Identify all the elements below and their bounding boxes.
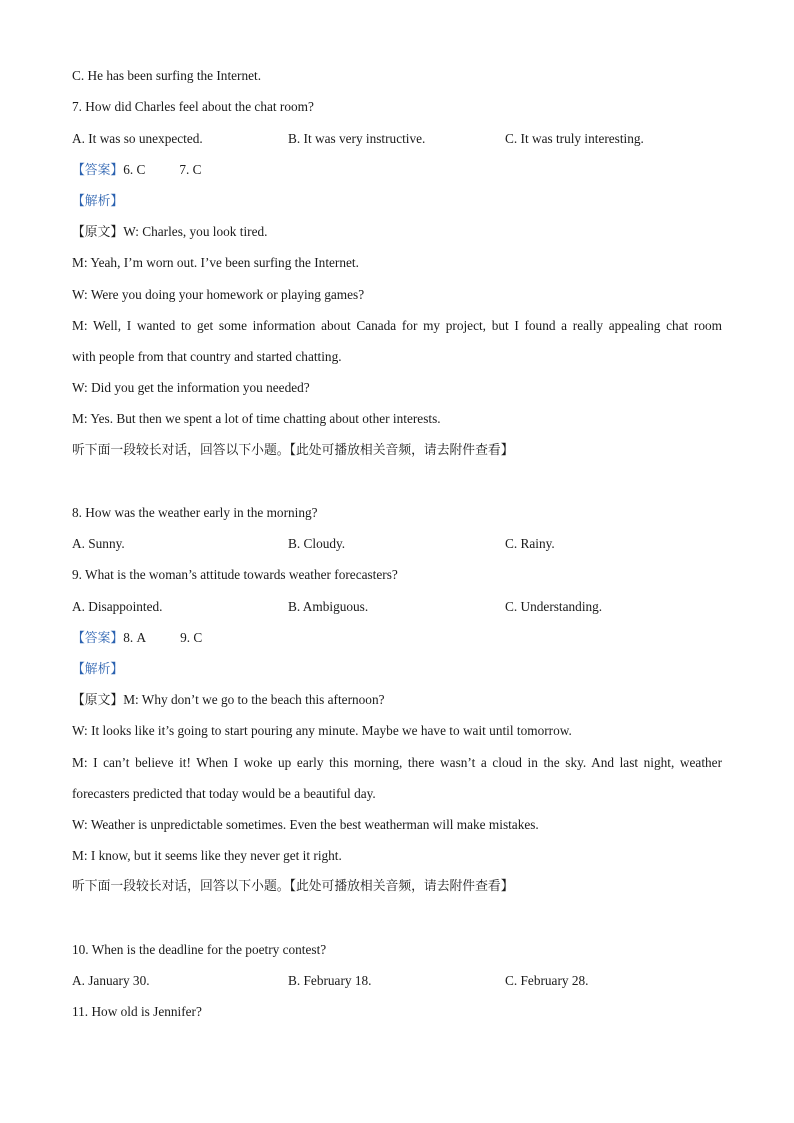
analysis-line-1 <box>72 192 722 211</box>
transcript-2-line-4: W: Weather is unpredictable sometimes. Even the best weatherman will make mistakes. <box>72 817 539 832</box>
transcript-1-first <box>72 223 722 242</box>
q8-question: 8. How was the weather early in the morning? <box>72 505 318 520</box>
q8-option-a: A. Sunny. <box>72 536 125 551</box>
q7-option-c: C. It was truly interesting. <box>505 131 644 146</box>
transcript-tag: 【原文】 <box>72 225 124 240</box>
q6-option-c: C. He has been surfing the Internet. <box>72 68 262 83</box>
transcript-tag: 【原文】 <box>72 693 124 708</box>
audio-instruction-2: 听下面一段较长对话，回答以下小题。【此处可播放相关音频，请去附件查看】 <box>72 879 514 894</box>
analysis-tag: 【解析】 <box>72 662 124 677</box>
q10-question: 10. When is the deadline for the poetry contest? <box>72 942 327 957</box>
transcript-2-line-0: M: Why don’t we go to the beach this afternoon? <box>123 692 385 707</box>
q7-question: 7. How did Charles feel about the chat room? <box>72 99 314 114</box>
q9-question: 9. What is the woman’s attitude towards weather forecasters? <box>72 567 398 582</box>
transcript-2-line-5: M: I know, but it seems like they never get it right. <box>72 848 342 863</box>
q10-option-a: A. January 30. <box>72 973 150 988</box>
answer-tag: 【答案】 <box>72 631 124 646</box>
answer-line-1 <box>72 161 722 180</box>
transcript-1-line-0: W: Charles, you look tired. <box>123 224 268 239</box>
q10-option-b: B. February 18. <box>288 973 372 988</box>
transcript-1-line-4: with people from that country and started chatting. <box>72 349 342 364</box>
q11-question: 11. How old is Jennifer? <box>72 1004 202 1019</box>
transcript-1-line-1: M: Yeah, I’m worn out. I’ve been surfing the Internet. <box>72 255 359 270</box>
answer-9: 9. C <box>180 630 203 645</box>
transcript-2-line-3: forecasters predicted that today would be a beautiful day. <box>72 786 376 801</box>
answer-line-2 <box>72 629 722 648</box>
transcript-2-line-1: W: It looks like it’s going to start pouring any minute. Maybe we have to wait until tomorrow. <box>72 723 572 738</box>
q9-option-c: C. Understanding. <box>505 599 603 614</box>
q7-option-b: B. It was very instructive. <box>288 131 426 146</box>
analysis-line-2 <box>72 660 722 679</box>
q7-option-a: A. It was so unexpected. <box>72 131 203 146</box>
transcript-1-line-5: W: Did you get the information you needed? <box>72 380 310 395</box>
transcript-1-line-6: M: Yes. But then we spent a lot of time chatting about other interests. <box>72 411 441 426</box>
transcript-1-line-2: W: Were you doing your homework or playing games? <box>72 287 365 302</box>
q9-option-b: B. Ambiguous. <box>288 599 369 614</box>
analysis-tag: 【解析】 <box>72 194 124 209</box>
q8-option-b: B. Cloudy. <box>288 536 346 551</box>
answer-7: 7. C <box>179 162 202 177</box>
answer-tag: 【答案】 <box>72 163 124 178</box>
audio-instruction-1: 听下面一段较长对话，回答以下小题。【此处可播放相关音频，请去附件查看】 <box>72 443 514 458</box>
transcript-1-line-3: M: Well, I wanted to get some information about Canada for my project, but I found a really appealing chat room <box>72 318 722 333</box>
answer-8: 8. A <box>123 630 147 645</box>
transcript-2-first <box>72 691 722 710</box>
q9-option-a: A. Disappointed. <box>72 599 163 614</box>
q10-option-c: C. February 28. <box>505 973 589 988</box>
q8-option-c: C. Rainy. <box>505 536 555 551</box>
transcript-2-line-2: M: I can’t believe it! When I woke up early this morning, there wasn’t a cloud in the sky. And last night, weather <box>72 755 722 770</box>
answer-6: 6. C <box>123 162 146 177</box>
